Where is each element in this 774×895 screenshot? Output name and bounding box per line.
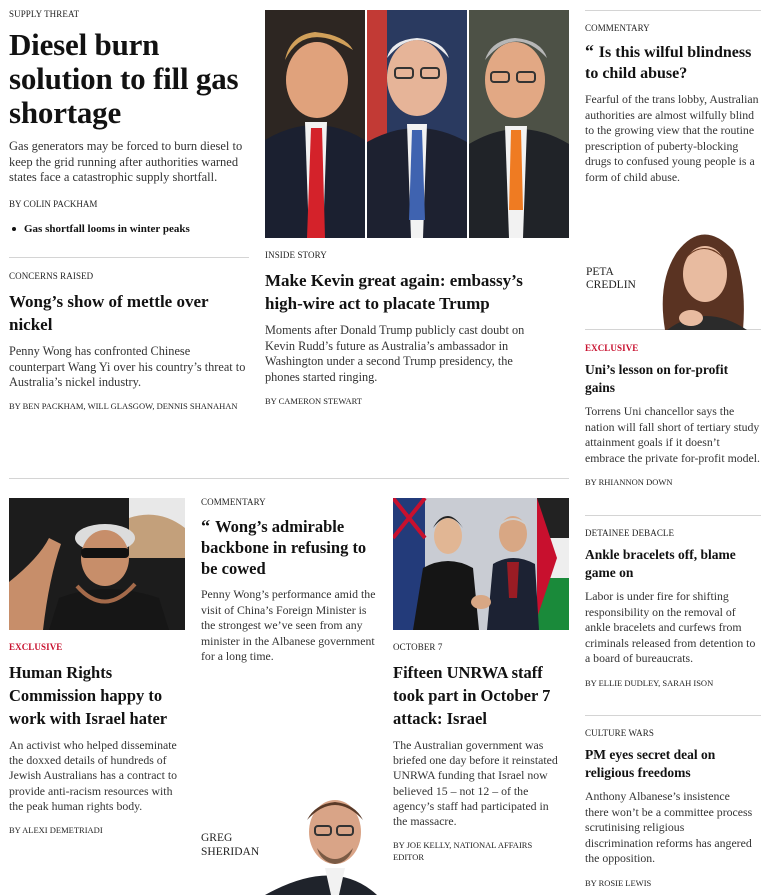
kevin-kicker: INSIDE STORY — [265, 250, 327, 260]
uni-byline[interactable]: BY RHIANNON DOWN — [585, 477, 673, 487]
uni-headline[interactable]: Uni’s lesson on for-profit gains — [585, 362, 729, 395]
religious-dek: Anthony Albanese’s insistence there won’t be a committee process scrutinising religious discrimination reforms has angered the opposition. — [585, 789, 753, 865]
divider — [9, 257, 249, 258]
religious-headline[interactable]: PM eyes secret deal on religious freedoms — [585, 747, 716, 780]
hrc-byline[interactable]: BY ALEXI DEMETRIADI — [9, 825, 103, 836]
lead-kicker: SUPPLY THREAT — [9, 9, 80, 19]
unrwa-kicker: OCTOBER 7 — [393, 642, 443, 652]
uni-kicker: EXCLUSIVE — [585, 343, 639, 353]
credlin-author-first: PETA — [586, 266, 614, 278]
lead-byline[interactable]: BY COLIN PACKHAM — [9, 198, 98, 209]
divider — [585, 715, 761, 716]
hrc-dek: An activist who helped disseminate the doxxed details of hundreds of Jewish Australians has a contract to provide anti-racism resources with the peak human rights body. — [9, 738, 178, 813]
sheridan-kicker: COMMENTARY — [201, 497, 266, 507]
hrc-story — [9, 642, 189, 836]
unrwa-dek: The Australian government was briefed one day before it reinstated UNRWA funding that Israel now believed 15 – not 12 – of the agency’s staff had participated in the massacre. — [393, 738, 558, 829]
credlin-headline[interactable] — [585, 41, 755, 84]
kevin-headline[interactable]: Make Kevin great again: embassy’s high-wire act to placate Trump — [265, 271, 523, 313]
lead-headline[interactable]: Diesel burn solution to fill gas shortage — [9, 27, 239, 130]
wong-nickel-dek: Penny Wong has confronted Chinese counterpart Wang Yi over his country’s threat to Australia’s nickel industry. — [9, 344, 246, 389]
kevin-dek: Moments after Donald Trump publicly cast doubt on Kevin Rudd’s future as Australia’s ambassador in Washington under a second Trump presidency, the phones started ringing. — [265, 323, 525, 384]
lead-dek: Gas generators may be forced to burn diesel to keep the grid running after authorities warned states face a catastrophic supply shortfall. — [9, 139, 243, 184]
religious-story — [585, 728, 765, 889]
uni-dek: Torrens Uni chancellor says the nation will fall short of tertiary study attainment goals if it doesn’t embrace the private for-profit model. — [585, 404, 761, 465]
quote-icon: “ — [201, 516, 210, 536]
kevin-story — [265, 250, 555, 407]
sheridan-headline[interactable] — [201, 516, 376, 579]
divider — [585, 10, 761, 11]
sheridan-author[interactable] — [201, 790, 379, 895]
uni-story — [585, 343, 765, 488]
lead-story — [9, 9, 247, 235]
unrwa-story — [393, 642, 573, 863]
sheridan-avatar — [265, 792, 377, 895]
wong-nickel-kicker: CONCERNS RAISED — [9, 271, 94, 281]
hrc-photo[interactable] — [9, 498, 185, 630]
ankle-story — [585, 528, 765, 689]
credlin-author[interactable] — [585, 222, 761, 330]
sheridan-dek: Penny Wong’s performance amid the visit of China’s Foreign Minister is the strongest we’ve seen from any minister in the Albanese government for a long time. — [201, 587, 376, 663]
section-divider — [9, 478, 569, 479]
related-link[interactable] — [9, 223, 247, 235]
ankle-dek: Labor is under fire for shifting responsibility on the removal of ankle bracelets and curfews from criminals released from detention to a board of bureaucrats. — [585, 589, 756, 665]
religious-kicker: CULTURE WARS — [585, 728, 654, 738]
credlin-story — [585, 23, 765, 185]
religious-byline[interactable]: BY ROSIE LEWIS — [585, 877, 652, 888]
hrc-kicker: EXCLUSIVE — [9, 642, 63, 652]
sheridan-author-first: GREG — [201, 832, 233, 844]
sheridan-story — [201, 497, 379, 665]
sheridan-headline-text: Wong’s admirable backbone in refusing to be cowed — [201, 517, 367, 578]
kevin-byline[interactable]: BY CAMERON STEWART — [265, 396, 362, 406]
wong-nickel-story — [9, 271, 247, 412]
credlin-author-last: CREDLIN — [586, 279, 636, 291]
bullet-icon — [12, 227, 16, 231]
wong-nickel-headline[interactable]: Wong’s show of mettle over nickel — [9, 292, 209, 334]
credlin-avatar — [647, 222, 759, 330]
credlin-headline-text: Is this wilful blindness to child abuse? — [585, 44, 752, 82]
credlin-kicker: COMMENTARY — [585, 23, 650, 33]
unrwa-photo[interactable] — [393, 498, 569, 630]
ankle-headline[interactable]: Ankle bracelets off, blame game on — [585, 547, 736, 580]
quote-icon: “ — [585, 41, 593, 61]
unrwa-byline[interactable]: BY JOE KELLY, NATIONAL AFFAIRS EDITOR — [393, 840, 533, 863]
kevin-photo-albanese[interactable] — [469, 10, 569, 238]
related-link-label: Gas shortfall looms in winter peaks — [24, 222, 190, 235]
ankle-kicker: DETAINEE DEBACLE — [585, 528, 675, 538]
credlin-dek: Fearful of the trans lobby, Australian authorities are almost wilfully blind to the growing view that the routine prescription of puberty-blocking drugs to confused young people is a form of child abuse. — [585, 92, 759, 184]
ankle-byline[interactable]: BY ELLIE DUDLEY, SARAH ISON — [585, 677, 714, 688]
unrwa-headline[interactable]: Fifteen UNRWA staff took part in October 7 attack: Israel — [393, 663, 551, 728]
kevin-photo-rudd[interactable] — [367, 10, 467, 238]
divider — [585, 515, 761, 516]
kevin-photo-trump[interactable] — [265, 10, 365, 238]
hrc-headline[interactable]: Human Rights Commission happy to work with Israel hater — [9, 663, 168, 728]
sheridan-author-last: SHERIDAN — [201, 846, 260, 858]
wong-nickel-byline[interactable]: BY BEN PACKHAM, WILL GLASGOW, DENNIS SHANAHAN — [9, 400, 238, 411]
